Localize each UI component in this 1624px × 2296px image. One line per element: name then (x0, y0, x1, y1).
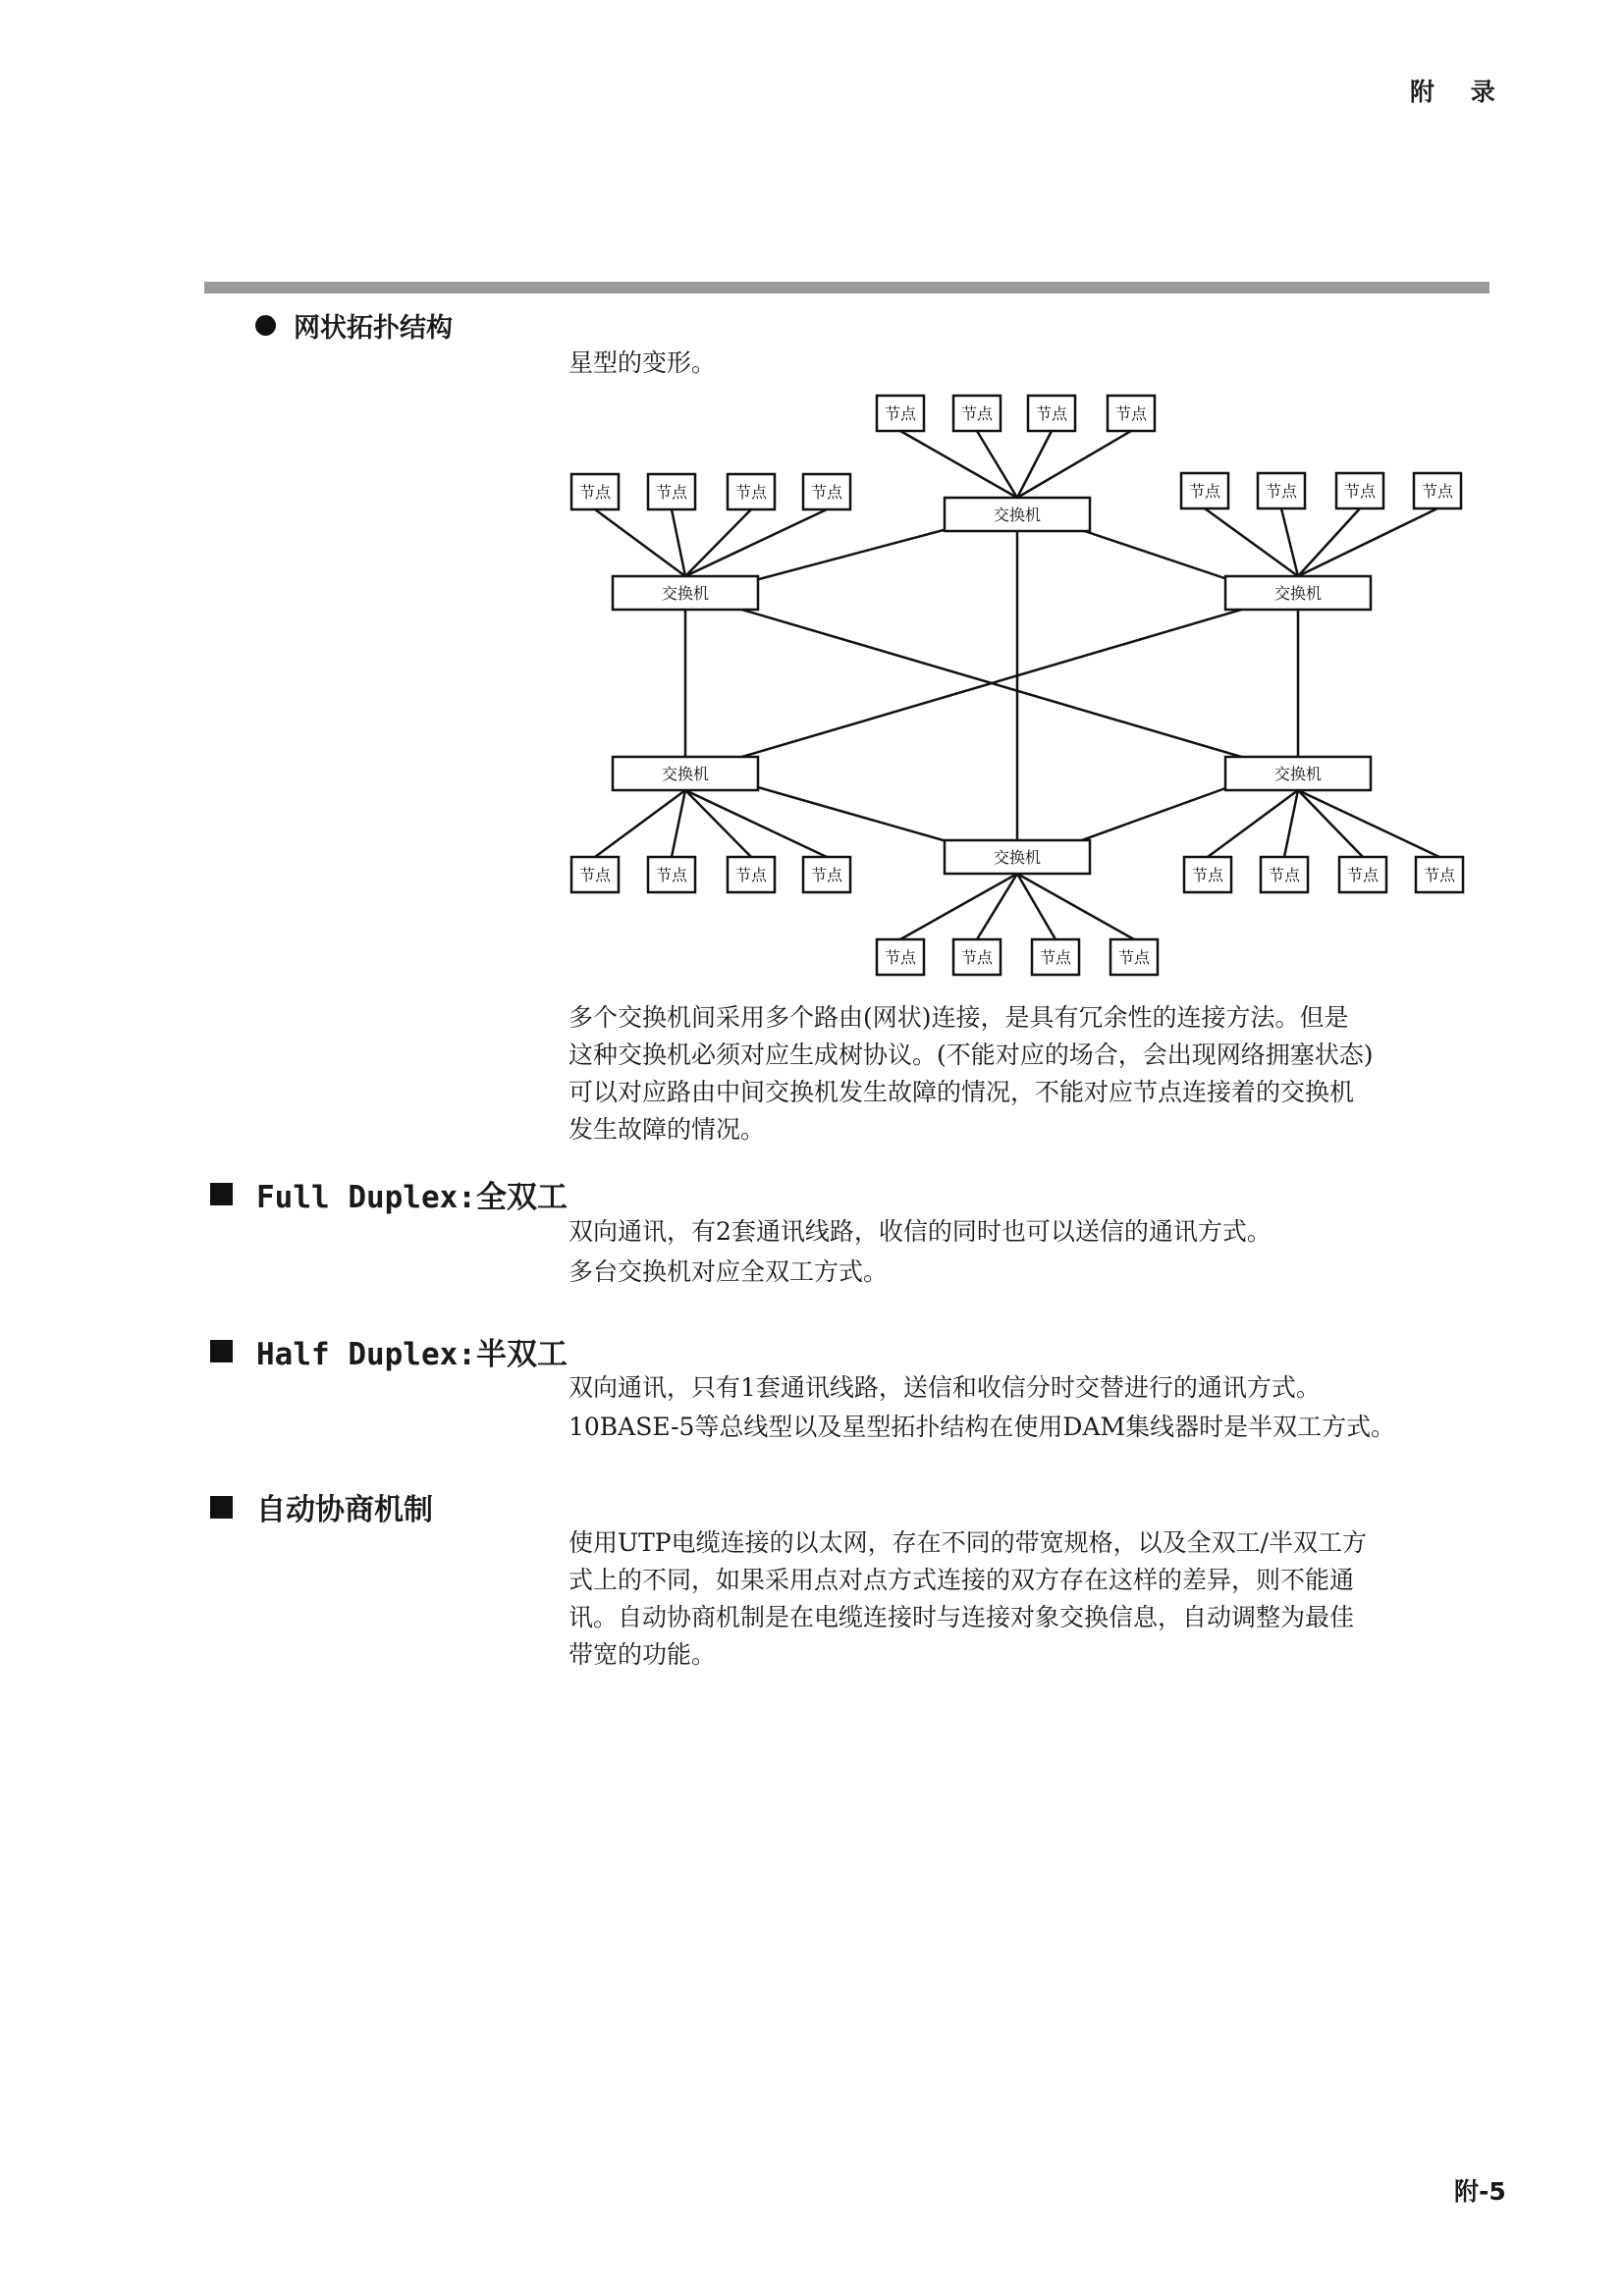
switch-box (613, 757, 758, 790)
connection-line (977, 431, 1017, 498)
connection-line (1298, 508, 1437, 576)
connection-line (1208, 790, 1298, 857)
switch-box-label: 交换机 (661, 765, 710, 783)
node-box-label: 节点 (655, 866, 688, 884)
switch-box (613, 576, 758, 610)
node-box-label: 节点 (960, 404, 994, 423)
page-number: 附-5 (1454, 2177, 1506, 2206)
square-bullet-icon (210, 1340, 233, 1362)
node-box (1336, 473, 1383, 508)
node-box (953, 939, 1001, 975)
connection-line (1017, 874, 1134, 939)
node-box-label: 节点 (578, 483, 612, 502)
node-box (953, 396, 1001, 431)
node-box (728, 857, 775, 892)
auto-negotiation-line: 讯。自动协商机制是在电缆连接时与连接对象交换信息，自动调整为最佳 (568, 1603, 1355, 1631)
node-box (571, 857, 619, 892)
node-box (1032, 939, 1079, 975)
switch-box-label: 交换机 (1273, 584, 1323, 603)
node-box (803, 474, 850, 509)
node-box-label: 节点 (884, 948, 917, 967)
node-box-label: 节点 (655, 483, 688, 502)
connection-line (977, 874, 1017, 939)
half-duplex-line-1: 双向通讯，只有1套通讯线路，送信和收信分时交替进行的通讯方式。 (568, 1373, 1321, 1402)
node-box-label: 节点 (1188, 482, 1221, 501)
mesh-section-heading (255, 306, 453, 345)
connection-line (1298, 790, 1363, 857)
connection-line (1298, 508, 1360, 576)
auto-negotiation-title: 自动协商机制 (256, 1493, 433, 1527)
node-box (877, 939, 924, 975)
node-box-label: 节点 (1343, 482, 1377, 501)
full-duplex-line-1: 双向通讯，有2套通讯线路，收信的同时也可以送信的通讯方式。 (568, 1217, 1272, 1246)
node-box-label: 节点 (1191, 866, 1224, 884)
auto-negotiation-line: 带宽的功能。 (568, 1640, 717, 1669)
connection-line (595, 790, 685, 857)
node-box-label: 节点 (1114, 404, 1148, 423)
node-box-label: 节点 (734, 866, 768, 884)
node-box-label: 节点 (1423, 866, 1456, 884)
connection-line (685, 509, 751, 576)
half-duplex-title: Half Duplex:半双工 (256, 1337, 568, 1372)
node-box-label: 节点 (884, 404, 917, 423)
connection-line (1298, 790, 1439, 857)
half-duplex-line-2: 10BASE-5等总线型以及星型拓扑结构在使用DAM集线器时是半双工方式。 (568, 1413, 1396, 1441)
node-box-label: 节点 (1268, 866, 1301, 884)
node-box (728, 474, 775, 509)
switch-box-label: 交换机 (661, 584, 710, 603)
connection-line (595, 509, 685, 576)
switch-box-label: 交换机 (993, 506, 1042, 524)
full-duplex-title: Full Duplex:全双工 (256, 1180, 568, 1215)
square-bullet-icon (210, 1183, 233, 1205)
full-duplex-line-2: 多台交换机对应全双工方式。 (568, 1257, 889, 1286)
node-box (1258, 473, 1305, 508)
mesh-description-line: 发生故障的情况。 (568, 1115, 766, 1144)
node-box (877, 396, 924, 431)
top-divider (204, 282, 1489, 294)
square-bullet-icon (210, 1496, 233, 1519)
node-box (1110, 939, 1158, 975)
node-box (648, 857, 695, 892)
auto-negotiation-heading (210, 1485, 433, 1528)
node-box (1261, 857, 1308, 892)
node-box-label: 节点 (1117, 948, 1151, 967)
node-box (648, 474, 695, 509)
node-box (1416, 857, 1463, 892)
auto-negotiation-line: 式上的不同，如果采用点对点方式连接的双方存在这样的差异，则不能通 (568, 1566, 1355, 1594)
node-box (1414, 473, 1461, 508)
node-box-label: 节点 (1035, 404, 1068, 423)
node-box-label: 节点 (578, 866, 612, 884)
node-box-label: 节点 (1346, 866, 1380, 884)
node-box-label: 节点 (810, 866, 843, 884)
full-duplex-heading (210, 1172, 568, 1216)
mesh-description (568, 999, 1501, 1148)
node-box (1181, 473, 1228, 508)
switch-box (945, 498, 1090, 531)
mesh-intro-text: 星型的变形。 (568, 348, 717, 377)
mesh-description-line: 多个交换机间采用多个路由(网状)连接，是具有冗余性的连接方法。但是 (568, 1003, 1349, 1032)
node-box-label: 节点 (1039, 948, 1072, 967)
switch-box (1225, 576, 1371, 610)
half-duplex-heading (210, 1329, 568, 1373)
bullet-dot-icon (255, 315, 276, 336)
mesh-description-line: 这种交换机必须对应生成树协议。(不能对应的场合，会出现网络拥塞状态) (568, 1041, 1374, 1069)
switch-box (1225, 757, 1371, 790)
node-box-label: 节点 (810, 483, 843, 502)
diagram-switches (613, 498, 1371, 874)
mesh-description-line: 可以对应路由中间交换机发生故障的情况，不能对应节点连接着的交换机 (568, 1078, 1355, 1106)
node-box (1339, 857, 1386, 892)
connection-line (900, 431, 1017, 498)
node-box-label: 节点 (960, 948, 994, 967)
appendix-header: 附 录 (1410, 78, 1509, 106)
node-box (1028, 396, 1075, 431)
node-box (1108, 396, 1155, 431)
node-box (571, 474, 619, 509)
mesh-section-title: 网状拓扑结构 (294, 313, 453, 344)
connection-line (685, 790, 751, 857)
switch-box-label: 交换机 (1273, 765, 1323, 783)
mesh-topology-diagram (560, 386, 1483, 991)
node-box-label: 节点 (1421, 482, 1454, 501)
node-box-label: 节点 (1265, 482, 1298, 501)
switch-box-label: 交换机 (993, 848, 1042, 867)
connection-line (900, 874, 1017, 939)
node-box (1184, 857, 1231, 892)
node-box-label: 节点 (734, 483, 768, 502)
switch-box (945, 840, 1090, 874)
auto-negotiation-line: 使用UTP电缆连接的以太网，存在不同的带宽规格，以及全双工/半双工方 (568, 1528, 1367, 1557)
auto-negotiation-description (568, 1524, 1501, 1674)
node-box (803, 857, 850, 892)
